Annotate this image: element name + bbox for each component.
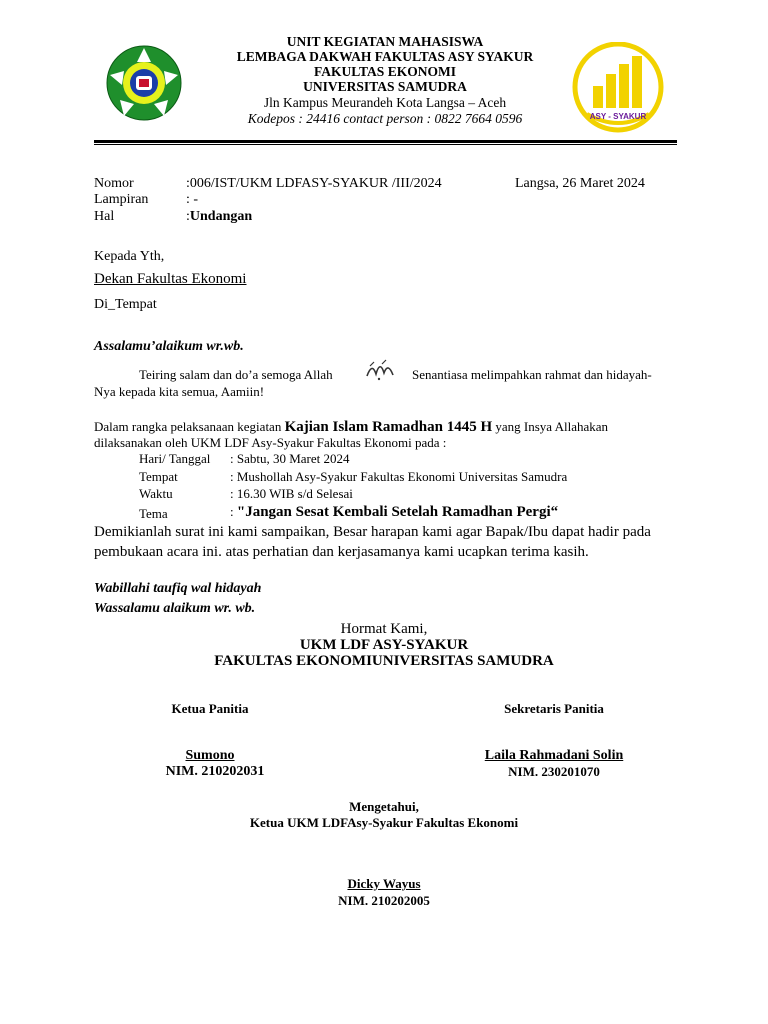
right-signer-name: Laila Rahmadani Solin [484,748,624,763]
left-signer-name: Sumono [185,748,235,763]
org-name: UKM LDF ASY-SYAKUR [299,637,469,653]
left-signer-role: Ketua Panitia [171,701,249,716]
ldf-logo [98,40,190,126]
header-contact: Kodepos : 24416 contact person : 0822 7664 0596 [247,111,523,126]
hal-value: Undangan [189,209,253,224]
hal-colon: : [186,209,190,224]
org-faculty: FAKULTAS EKONOMIUNIVERSITAS SAMUDRA [214,653,554,669]
ketua-ukm-nim: NIM. 210202005 [338,893,430,908]
salam: Assalamu’alaikum wr.wb. [94,339,244,354]
paragraph-2-mid: yang Insya Allahakan [495,419,609,434]
right-signer-nim: NIM. 230201070 [508,764,600,779]
closing-line-1: Demikianlah surat ini kami sampaikan, Besar harapan kami agar Bapak/Ibu dapat hadir pada [94,524,651,540]
left-signer-nim: NIM. 210202031 [165,764,265,779]
detail-label: Hari/ Tanggal [139,451,211,466]
asy-syakur-logo [563,42,673,136]
detail-label: Tempat [139,469,178,484]
header-line-4: UNIVERSITAS SAMUDRA [303,79,467,94]
detail-value: : Sabtu, 30 Maret 2024 [230,451,350,466]
tema-value: "Jangan Sesat Kembali Setelah Ramadhan Pergi“ [236,504,559,520]
detail-label: Waktu [139,486,173,501]
mengetahui: Mengetahui, [349,799,419,814]
lampiran-value: : - [186,192,199,207]
header-line-3: FAKULTAS EKONOMI [314,64,456,79]
wabillahi: Wabillahi taufiq wal hidayah [94,581,262,596]
ketua-ukm-name: Dicky Wayus [347,876,421,891]
right-signer-role: Sekretaris Panitia [504,701,604,716]
ketua-ukm-role: Ketua UKM LDFAsy-Syakur Fakultas Ekonomi [249,815,519,830]
paragraph-2-start: Dalam rangka pelaksanaan kegiatan [94,419,282,434]
wassalamu: Wassalamu alaikum wr. wb. [94,601,256,616]
header-address: Jln Kampus Meurandeh Kota Langsa – Aceh [263,95,507,110]
recipient-name: Dekan Fakultas Ekonomi [94,271,247,287]
header-line-1: UNIT KEGIATAN MAHASISWA [286,34,484,49]
header-line-2: LEMBAGA DAKWAH FAKULTAS ASY SYAKUR [236,49,534,64]
recipient-greeting: Kepada Yth, [94,249,165,264]
paragraph-1-end: Nya kepada kita semua, Aamiin! [94,384,265,399]
swt-calligraphy-icon [364,356,396,382]
letter-date: Langsa, 26 Maret 2024 [515,176,645,191]
closing-line-2: pembukaan acara ini. atas perhatian dan kerjasamanya kami ucapkan terima kasih. [94,544,589,560]
paragraph-1-start: Teiring salam dan do’a semoga Allah [139,367,333,382]
detail-value: : Mushollah Asy-Syakur Fakultas Ekonomi Universitas Samudra [230,469,568,484]
hormat-kami: Hormat Kami, [340,621,428,637]
letterhead-divider-thick [94,140,677,143]
detail-value: : 16.30 WIB s/d Selesai [230,486,353,501]
nomor-label: Nomor [94,176,134,191]
paragraph-1-mid: Senantiasa melimpahkan rahmat dan hidayah- [412,367,652,382]
nomor-value: :006/IST/UKM LDFASY-SYAKUR /III/2024 [186,176,442,191]
lampiran-label: Lampiran [94,192,149,207]
hal-label: Hal [94,209,115,224]
tema-colon: : [230,504,237,519]
recipient-place: Di_Tempat [94,297,157,312]
tema-label: Tema [139,506,168,521]
logo-right-text: ASY - SYAKUR [589,112,647,121]
letterhead-divider-thin [94,144,677,145]
paragraph-2-end: dilaksanakan oleh UKM LDF Asy-Syakur Fakultas Ekonomi pada : [94,435,447,450]
event-name: Kajian Islam Ramadhan 1445 H [284,419,493,435]
